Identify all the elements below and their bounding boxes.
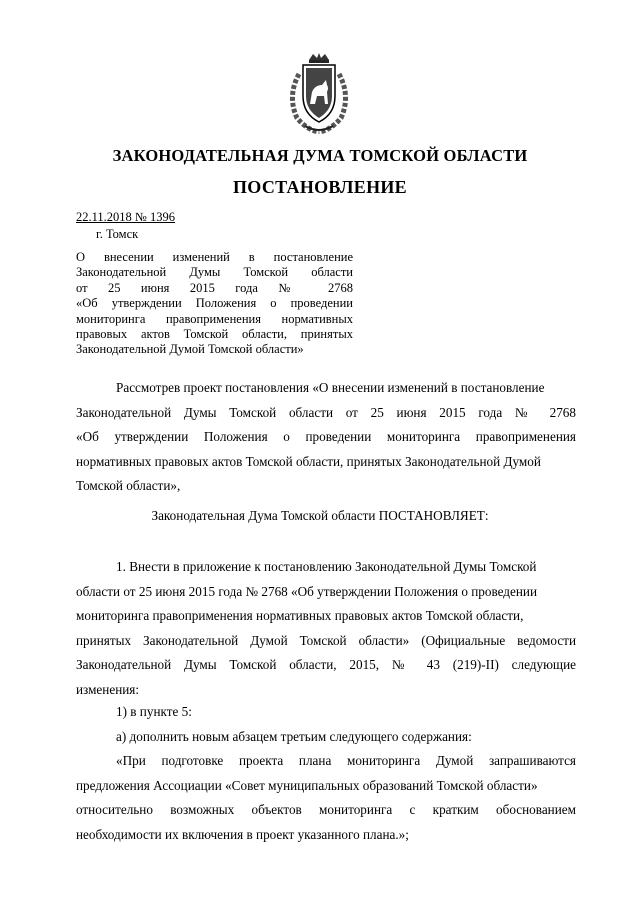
item-line: принятых Законодательной Думой Томской области» (Официальные ведомости [76, 632, 576, 648]
subject-line: мониторинга правоприменения нормативных [76, 311, 353, 326]
subitem-paragraphs [76, 700, 576, 847]
tomsk-coat-of-arms-icon [283, 52, 355, 134]
item-line: 1. Внести в приложение к постановлению Законодательной Думы Томской [116, 559, 537, 574]
subject-line: правовых актов Томской области, принятых [76, 327, 353, 342]
subject-line: Законодательной Думой Томской области» [76, 342, 304, 357]
subitem-line: а) дополнить новым абзацем третьим следующего содержания: [116, 728, 472, 744]
subject-line: от 25 июня 2015 года № 2768 [76, 280, 353, 295]
preamble-line: Рассмотрев проект постановления «О внесении изменений в постановление [116, 380, 545, 395]
preamble-paragraph [76, 376, 576, 499]
subject-line: Законодательной Думы Томской области [76, 265, 353, 280]
city: г. Томск [96, 227, 139, 241]
item-1-paragraph [76, 555, 576, 702]
organization-title: ЗАКОНОДАТЕЛЬНАЯ ДУМА ТОМСКОЙ ОБЛАСТИ [112, 146, 528, 165]
preamble-line: «Об утверждении Положения о проведении мониторинга правоприменения [76, 429, 576, 444]
date-and-number: 22.11.2018 № 1396 [76, 210, 175, 224]
subitem-line: необходимости их включения в проект указанного плана.»; [76, 826, 409, 842]
item-line: мониторинга правоприменения нормативных правовых актов Томской области, [76, 608, 524, 623]
preamble-line: нормативных правовых актов Томской области, принятых Законодательной Думой [76, 453, 541, 469]
item-line: изменения: [76, 681, 140, 697]
subitem-line: «При подготовке проекта плана мониторинга Думой запрашиваются [116, 753, 576, 768]
preamble-line: Томской области», [76, 478, 181, 493]
subitem-line: 1) в пункте 5: [116, 704, 192, 719]
item-line: Законодательной Думы Томской области, 2015, № 43 (219)-II) следующие [76, 657, 576, 672]
decree-statement: Законодательная Дума Томской области ПОСТАНОВЛЯЕТ: [151, 508, 489, 523]
subject-line: О внесении изменений в постановление [76, 250, 353, 264]
item-line: области от 25 июня 2015 года № 2768 «Об утверждении Положения о проведении [76, 583, 538, 599]
subitem-line: предложения Ассоциации «Совет муниципальных образований Томской области» [76, 777, 538, 793]
document-subject [76, 250, 353, 358]
subitem-line: относительно возможных объектов мониторинга с кратким обоснованием [76, 802, 576, 817]
subject-line: «Об утверждении Положения о проведении [76, 296, 353, 311]
preamble-line: Законодательной Думы Томской области от 25 июня 2015 года № 2768 [76, 404, 576, 420]
document-type: ПОСТАНОВЛЕНИЕ [233, 177, 407, 197]
